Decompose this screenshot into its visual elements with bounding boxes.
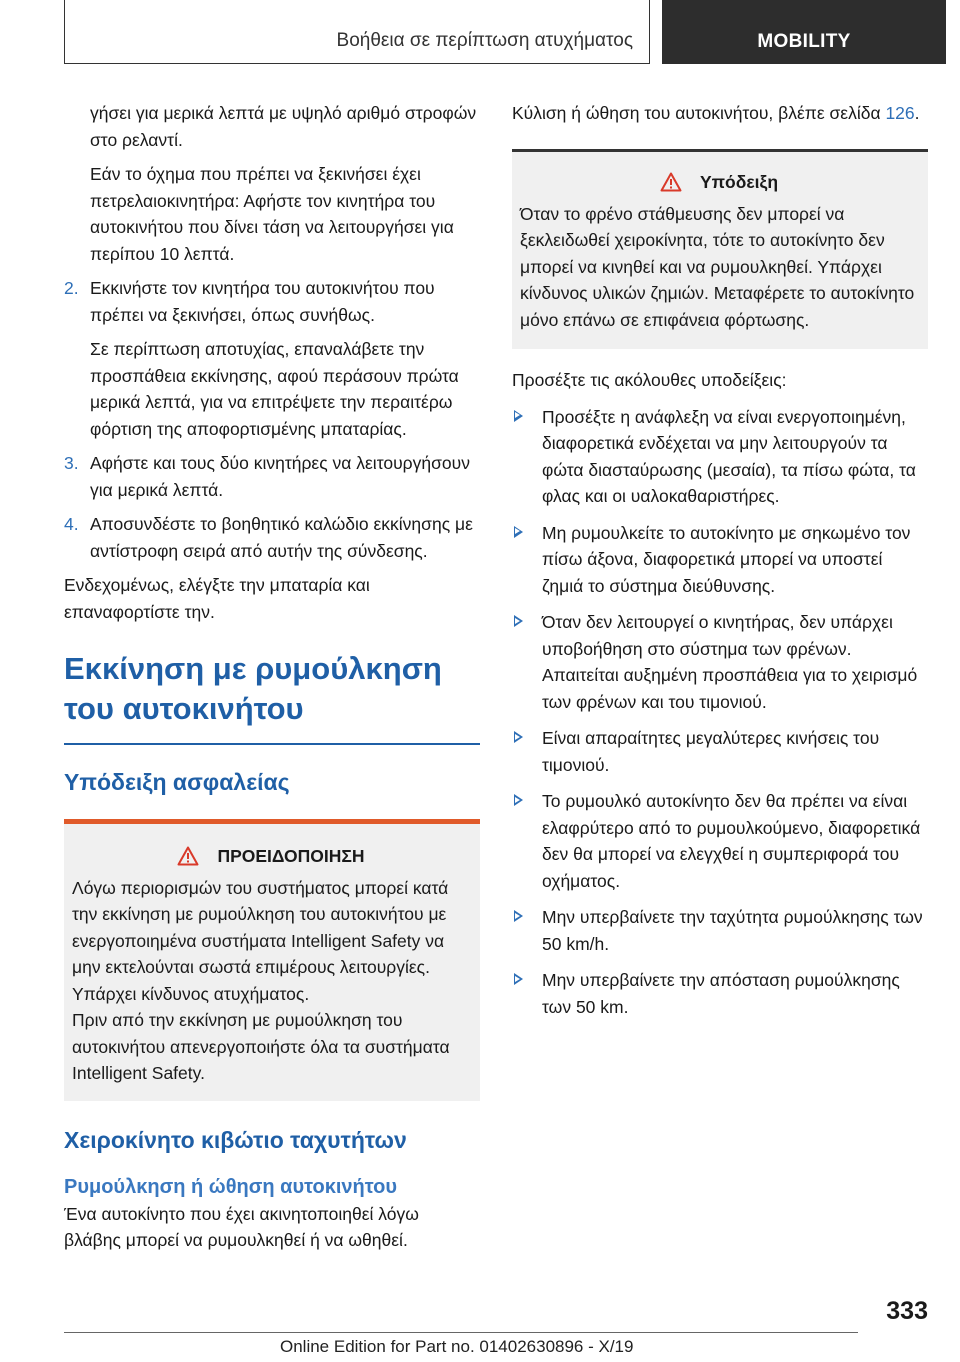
warning-title: ΠΡΟΕΙΔΟΠΟΙΗΣΗ <box>217 845 365 866</box>
paragraph: Εάν το όχημα που πρέπει να ξεκινήσει έχει πετρελαιοκινητήρα: Αφήστε τον κινητήρα του αυτοκινήτου που δίνει τάση να λειτουργήσει για περίπου 10 λεπτά. <box>90 164 454 264</box>
list-item-text: Μην υπερβαίνετε την απόσταση ρυμούλκησης των 50 km. <box>542 970 900 1017</box>
note-header <box>520 172 918 193</box>
bullet-triangle-icon <box>514 973 523 985</box>
intro-end: . <box>914 103 920 123</box>
step-item <box>64 450 480 503</box>
list-item-text: Είναι απαραίτητες μεγαλύτερες κινήσεις του τιμονιού. <box>542 728 880 775</box>
list-item <box>512 520 928 600</box>
list-item <box>512 609 928 715</box>
right-column <box>512 100 928 1020</box>
list-item-text: Όταν δεν λειτουργεί ο κινητήρας, δεν υπάρχει υποβοήθηση στο σύστημα των φρένων. Απαιτείται αυξημένη προσπάθεια για το χειρισμό των φρένων και του τιμονιού. <box>542 612 918 712</box>
warning-text: Πριν από την εκκίνηση με ρυμούλκηση του αυτοκινήτου απενεργοποιήστε όλα τα συστήματα Intelligent Safety. <box>72 1010 450 1083</box>
note-title: Υπόδειξη <box>699 171 779 192</box>
list-item <box>512 788 928 894</box>
step-number: 2. <box>64 278 79 298</box>
page-header <box>64 0 946 64</box>
page-number: 333 <box>886 1297 928 1325</box>
step-number: 4. <box>64 514 79 534</box>
list-item-text: Μη ρυμουλκείτε το αυτοκίνητο με σηκωμένο τον πίσω άξονα, διαφορετικά μπορεί να υποστεί ζημιά το σύστημα διεύθυνσης. <box>542 522 911 596</box>
paragraph: Ενδεχομένως, ελέγξτε την μπαταρία και επαναφορτίστε την. <box>64 575 370 622</box>
bullet-triangle-icon <box>514 794 523 806</box>
header-title-box <box>64 0 650 64</box>
list-item <box>512 904 928 957</box>
paragraph <box>512 100 928 127</box>
step-extra: Σε περίπτωση αποτυχίας, επαναλάβετε την προσπάθεια εκκίνησης, αφού περάσουν πρώτα μερικά λεπτά, για να επιτρέψετε την περαιτέρω φόρτιση της αποφορτισμένης μπαταρίας. <box>90 339 459 439</box>
bullet-triangle-icon <box>514 526 523 538</box>
warning-text: Λόγω περιορισμών του συστήματος μπορεί κατά την εκκίνηση με ρυμούλκηση του αυτοκινήτου με ενεργοποιημένα συστήματα Intelligent Safety να μην εκτελούνται σωστά επιμέρους λειτουργίες. Υπάρχει κίνδυνος ατυχήματος. <box>72 877 449 1004</box>
list-intro: Προσέξτε τις ακόλουθες υποδείξεις: <box>512 370 787 390</box>
caution-triangle-icon <box>660 172 682 192</box>
bullet-triangle-icon <box>514 910 523 922</box>
list-item <box>512 725 928 778</box>
warning-triangle-icon <box>177 846 199 866</box>
bullet-triangle-icon <box>514 731 523 743</box>
list-item <box>512 967 928 1020</box>
warning-header <box>72 846 470 867</box>
warning-box <box>64 819 480 1101</box>
step-number: 3. <box>64 453 79 473</box>
subsection-heading-gearbox: Χειροκίνητο κιβώτιο ταχυτήτων <box>64 1126 407 1153</box>
bullet-triangle-icon <box>514 615 523 627</box>
step-text: Εκκινήστε τον κινητήρα του αυτοκινήτου που πρέπει να ξεκινήσει, όπως συνήθως. <box>90 278 435 325</box>
section-tab[interactable]: MOBILITY <box>662 0 946 64</box>
step-item <box>64 511 480 564</box>
chapter-title: Βοήθεια σε περίπτωση ατυχήματος <box>336 30 633 51</box>
paragraph: Ένα αυτοκίνητο που έχει ακινητοποιηθεί λόγω βλάβης μπορεί να ρυμουλκηθεί ή να ωθηθεί. <box>64 1203 419 1250</box>
paragraph: γήσει για μερικά λεπτά με υψηλό αριθμό στροφών στο ρελαντί. <box>90 103 477 150</box>
intro-text: Κύλιση ή ώθηση του αυτοκινήτου, βλέπε σελίδα <box>512 103 886 123</box>
footer-rule <box>64 1332 858 1333</box>
page-link[interactable]: 126 <box>885 103 915 123</box>
list-item <box>512 404 928 510</box>
left-column <box>64 100 480 1254</box>
list-item-text: Το ρυμουλκό αυτοκίνητο δεν θα πρέπει να είναι ελαφρύτερο από το ρυμουλκούμενο, διαφορετικά δεν θα μπορεί να ελεγχθεί η συμπεριφορά του οχήματος. <box>542 791 921 891</box>
step-item <box>64 275 480 442</box>
step-text: Αποσυνδέστε το βοηθητικό καλώδιο εκκίνησης με αντίστροφη σειρά από αυτήν της σύνδεσης. <box>90 514 473 561</box>
footer-edition: Online Edition for Part no. 01402630896 - X/19 <box>280 1337 634 1356</box>
list-item-text: Προσέξτε η ανάφλεξη να είναι ενεργοποιημένη, διαφορετικά ενδέχεται να μην λειτουργούν τα φώτα διασταύρωσης (μεσαία), τα πίσω φώτα, τα φλας και οι υαλοκαθαριστήρες. <box>542 406 916 506</box>
list-item-text: Μην υπερβαίνετε την ταχύτητα ρυμούλκησης των 50 km/h. <box>542 907 923 954</box>
heading-rule <box>64 743 480 745</box>
step-text: Αφήστε και τους δύο κινητήρες να λειτουργήσουν για μερικά λεπτά. <box>90 453 470 500</box>
bullet-triangle-icon <box>514 410 523 422</box>
sub-subsection-heading: Ρυμούλκηση ή ώθηση αυτοκινήτου <box>64 1175 397 1198</box>
note-box <box>512 149 928 350</box>
section-heading: Εκκίνηση με ρυμούλκηση του αυτοκινήτου <box>64 651 442 726</box>
subsection-heading-safety: Υπόδειξη ασφαλείας <box>64 768 290 795</box>
note-text: Όταν το φρένο στάθμευσης δεν μπορεί να ξεκλειδωθεί χειροκίνητα, τότε το αυτοκίνητο δεν μπορεί να κινηθεί και να ρυμουλκηθεί. Υπάρχει κίνδυνος υλικών ζημιών. Μεταφέρετε το αυτοκίνητο μόνο επάνω σε επιφάνεια φόρτωσης. <box>520 203 915 330</box>
